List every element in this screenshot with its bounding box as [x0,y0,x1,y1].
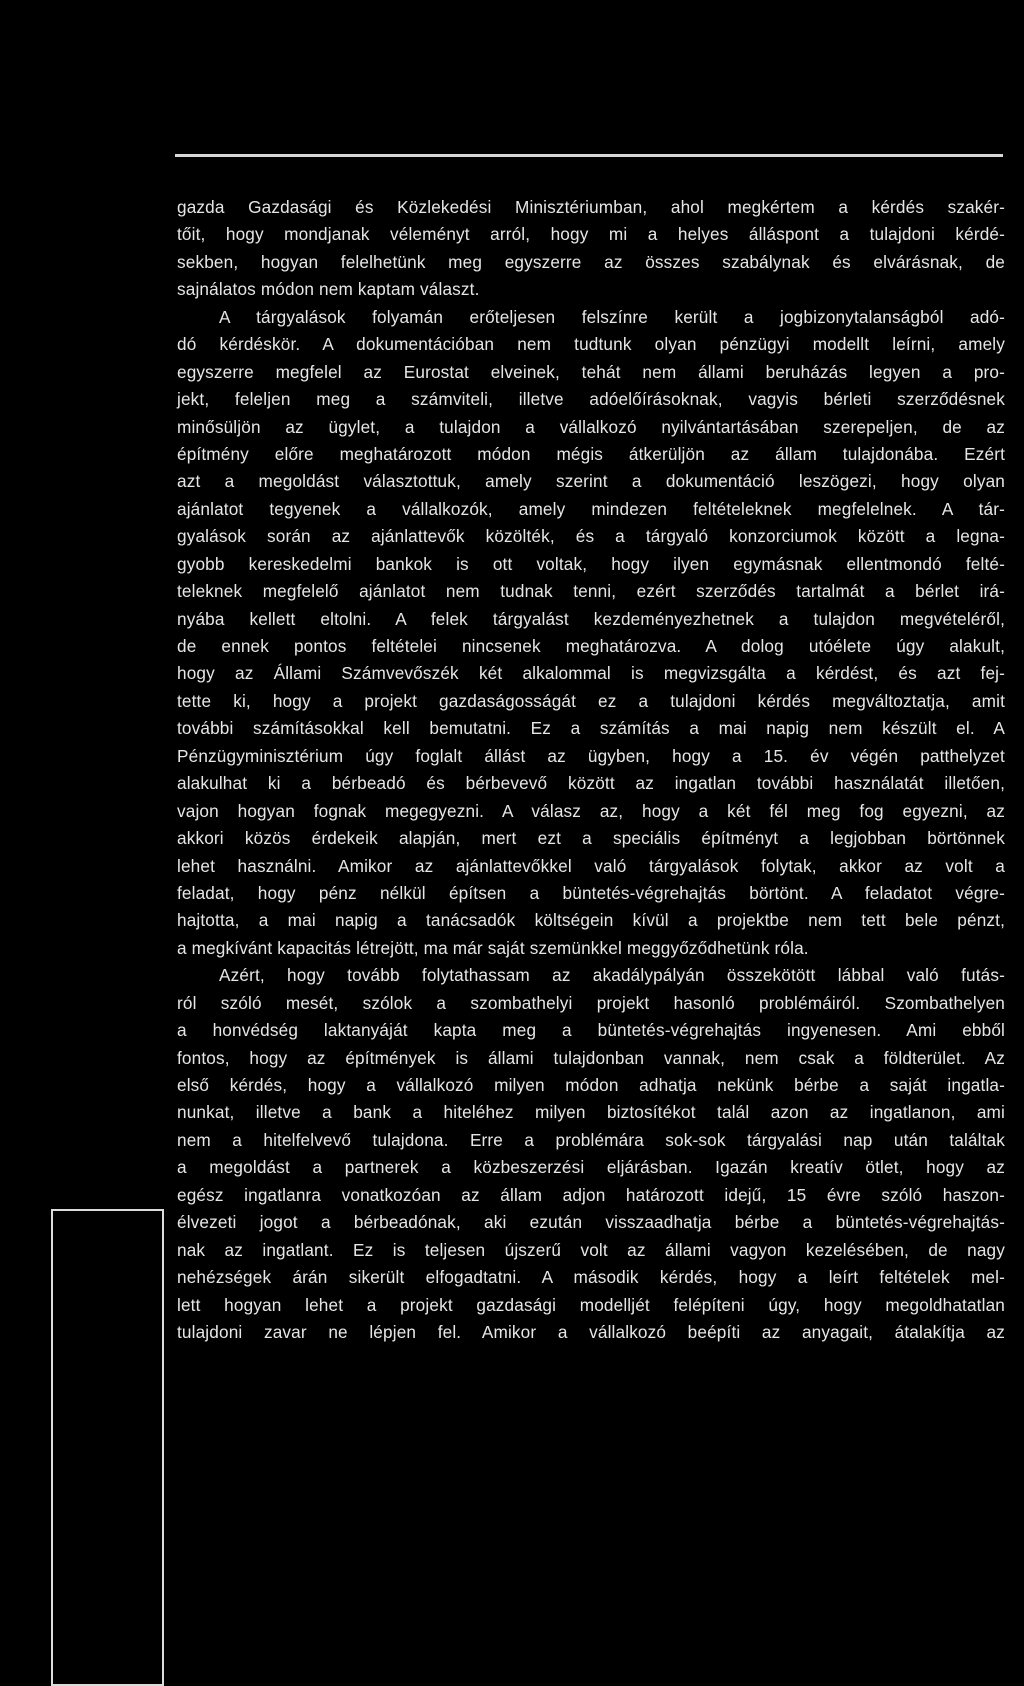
text-line: Pénzügyminisztérium úgy foglalt állást az ügyben, hogy a 15. év végén patthelyzet [177,745,1005,766]
text-line: nem a hitelfelvevő tulajdona. Erre a problémára sok-sok tárgyalási nap után találtak [177,1129,1005,1150]
text-line: lehet használni. Amikor az ajánlattevőkkel való tárgyalások folytak, akkor az volt a [177,855,1005,876]
text-line: sajnálatos módon nem kaptam választ. [177,279,480,300]
text-line: ajánlatot tegyenek a vállalkozók, amely mindezen feltételeknek megfelelnek. A tár- [177,498,1005,519]
text-line: tulajdoni zavar ne lépjen fel. Amikor a vállalkozó beépíti az anyagait, átalakítja az [177,1321,1005,1342]
text-line: gyalások során az ajánlattevők közölték, és a tárgyaló konzorciumok között a legna- [177,526,1005,547]
text-line: nyába kellett eltolni. A felek tárgyalást kezdeményezhetnek a tulajdon megvételéről, [177,608,1005,629]
text-line: azt a megoldást választottuk, amely szerint a dokumentáció leszögezi, hogy olyan [177,471,1005,492]
text-line: egész ingatlanra vonatkozóan az állam adjon határozott idejű, 15 évre szóló haszon- [177,1184,1005,1205]
text-line: akkori közös érdekeik alapján, mert ezt a speciális építményt a legjobban börtönnek [177,828,1005,849]
text-line: alakulhat ki a bérbeadó és bérbevevő között az ingatlan további használatát illetően, [177,773,1005,794]
text-line: lett hogyan lehet a projekt gazdasági modelljét felépíteni úgy, hogy megoldhatatlan [177,1294,1005,1315]
body-text [177,194,1005,1346]
text-line: ról szóló mesét, szólok a szombathelyi projekt hasonló problémáiról. Szombathelyen [177,992,1005,1013]
text-line: építmény előre meghatározott módon mégis átkerüljön az állam tulajdonába. Ezért [177,443,1005,464]
text-line: fontos, hogy az építmények is állami tulajdonban vannak, nem csak a földterület. Az [177,1047,1005,1068]
text-line: minősüljön az ügylet, a tulajdon a vállalkozó nyilvántartásában szerepeljen, de az [177,416,1005,437]
text-line: feladat, hogy pénz nélkül építsen a büntetés-végrehajtás börtönt. A feladatot végre- [177,882,1005,903]
text-line: további számításokkal kell bemutatni. Ez a számítás a mai napig nem készült el. A [177,718,1005,739]
text-line: a megkívánt kapacitás létrejött, ma már saját szemünkkel meggyőződhetünk róla. [177,937,809,958]
text-line: tette ki, hogy a projekt gazdaságosságát ez a tulajdoni kérdés megváltoztatja, amit [177,690,1005,711]
text-line: dó kérdéskör. A dokumentációban nem tudtunk olyan pénzügyi modellt leírni, amely [177,334,1005,355]
text-line: de ennek pontos feltételei nincsenek meghatározva. A dolog utóélete úgy alakult, [177,636,1005,656]
text-line: gyobb kereskedelmi bankok is ott voltak, hogy ilyen egymásnak ellentmondó felté- [177,553,1005,574]
margin-box-top-edge [51,1209,164,1211]
text-line: a megoldást a partnerek a közbeszerzési eljárásban. Igazán kreatív ötlet, hogy az [177,1157,1005,1178]
text-line: nak az ingatlant. Ez is teljesen újszerű volt az állami vagyon kezelésében, de nagy [177,1239,1005,1260]
margin-box-right-edge [162,1209,164,1686]
text-line: gazda Gazdasági és Közlekedési Minisztériumban, ahol megkértem a kérdés szakér- [177,197,1005,217]
text-line: jekt, feleljen meg a számviteli, illetve adóelőírásoknak, vagyis bérleti szerződésnek [177,389,1005,410]
text-line: teleknek megfelelő ajánlatot nem tudnak tenni, ezért szerződés tartalmát a bérlet irá- [177,581,1005,602]
text-line: A tárgyalások folyamán erőteljesen felszínre került a jogbizonytalanságból adó- [219,306,1005,327]
text-line: sekben, hogyan felelhetünk meg egyszerre az összes szabálynak és elvárásnak, de [177,251,1005,272]
text-line: vajon hogyan fognak megegyezni. A válasz az, hogy a két fél meg fog egyezni, az [177,800,1005,821]
header-rule [175,154,1003,157]
text-line: hajtotta, a mai napig a tanácsadók költségein kívül a projektbe nem tett bele pénzt, [177,910,1005,931]
text-line: a honvédség laktanyáját kapta meg a büntetés-végrehajtás ingyenesen. Ami ebből [177,1020,1005,1041]
text-line: nehézségek árán sikerült elfogadtatni. A második kérdés, hogy a leírt feltételek mel- [177,1267,1005,1288]
text-line: első kérdés, hogy a vállalkozó milyen módon adhatja nekünk bérbe a saját ingatla- [177,1075,1005,1095]
margin-box-left-edge [51,1209,53,1686]
text-line: nunkat, illetve a bank a hiteléhez milyen biztosítékot talál azon az ingatlanon, ami [177,1102,1005,1123]
text-line: hogy az Állami Számvevőszék két alkalommal is megvizsgálta a kérdést, és azt fej- [177,663,1005,684]
text-line: egyszerre megfelel az Eurostat elveinek, tehát nem állami beruházás legyen a pro- [177,361,1005,382]
text-line: Azért, hogy tovább folytathassam az akadálypályán összekötött lábbal való futás- [219,965,1005,986]
text-line: élvezeti jogot a bérbeadónak, aki ezután visszaadhatja bérbe a büntetés-végrehajtás- [177,1212,1005,1233]
text-line: tőit, hogy mondjanak véleményt arról, hogy mi a helyes álláspont a tulajdoni kérdé- [177,224,1005,245]
